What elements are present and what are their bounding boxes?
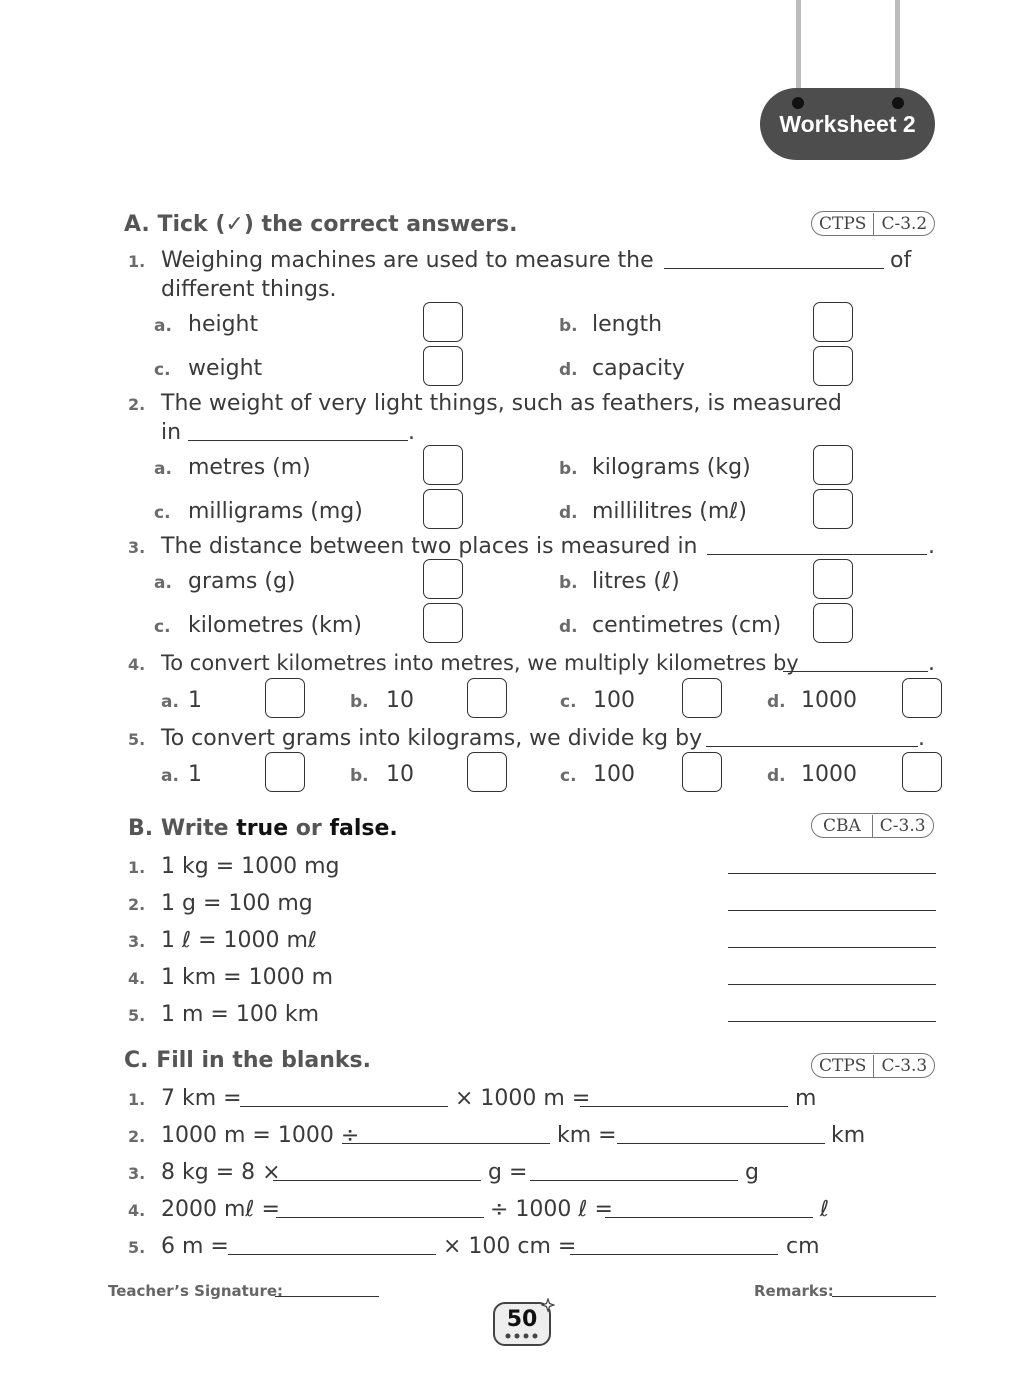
pin-left-icon — [792, 97, 804, 109]
option-letter: d. — [559, 503, 578, 523]
question-text-line2: different things. — [161, 277, 337, 302]
item-number: 3. — [128, 1164, 146, 1183]
tick-box[interactable] — [423, 603, 463, 643]
question-number: 1. — [128, 252, 146, 271]
tick-box[interactable] — [682, 678, 722, 718]
section-a-badge — [811, 211, 935, 236]
section-b-badge — [811, 813, 934, 838]
tick-box[interactable] — [467, 752, 507, 792]
expression-part-b: g = — [488, 1160, 528, 1185]
option-letter: c. — [154, 360, 171, 380]
option-text: 1000 — [801, 688, 857, 713]
worksheet-tab — [760, 88, 935, 160]
option-text: 1 — [188, 688, 202, 713]
hanger-string-right — [895, 0, 900, 100]
answer-blank[interactable] — [728, 910, 936, 911]
section-a-letter: A. — [124, 212, 150, 237]
question-text: To convert grams into kilograms, we divide kg by — [161, 726, 703, 751]
teacher-signature-label: Teacher’s Signature: — [108, 1282, 284, 1300]
option-letter: d. — [767, 692, 786, 712]
option-text: weight — [188, 356, 263, 381]
option-letter: a. — [154, 316, 172, 336]
remarks-label: Remarks: — [754, 1282, 834, 1300]
tick-box[interactable] — [902, 678, 942, 718]
section-b-title-mid: or — [288, 816, 330, 841]
answer-blank[interactable] — [605, 1217, 813, 1218]
badge-skill: CTPS — [819, 213, 867, 234]
option-text: kilometres (km) — [188, 613, 362, 638]
statement-text: 1 g = 100 mg — [161, 891, 313, 916]
section-c-title: Fill in the blanks. — [156, 1048, 371, 1073]
expression-part-a: 7 km = — [161, 1086, 242, 1111]
question-text: Weighing machines are used to measure the — [161, 248, 654, 273]
option-letter: b. — [350, 692, 369, 712]
section-c-heading — [124, 1050, 371, 1072]
tick-box[interactable] — [423, 445, 463, 485]
option-text: litres (ℓ) — [592, 569, 680, 594]
answer-blank[interactable] — [240, 1106, 448, 1107]
option-letter: c. — [560, 766, 577, 786]
section-b-title-true: true — [236, 816, 289, 841]
section-b-title-false: false — [329, 816, 390, 841]
badge-code: C-3.2 — [873, 213, 934, 235]
tick-box[interactable] — [265, 678, 305, 718]
option-letter: a. — [161, 766, 179, 786]
question-text: To convert kilometres into metres, we multiply kilometres by — [161, 651, 799, 675]
answer-blank[interactable] — [276, 1217, 484, 1218]
question-number: 4. — [128, 655, 146, 674]
section-b-heading — [128, 818, 398, 840]
tick-box[interactable] — [467, 678, 507, 718]
expression-part-a: 8 kg = 8 × — [161, 1160, 281, 1185]
item-number: 4. — [128, 1201, 146, 1220]
answer-blank[interactable] — [728, 1021, 936, 1022]
tick-box[interactable] — [682, 752, 722, 792]
option-text: grams (g) — [188, 569, 296, 594]
question-text: The distance between two places is measured in — [161, 534, 698, 559]
tick-box[interactable] — [813, 302, 853, 342]
option-text: millilitres (mℓ) — [592, 499, 747, 524]
badge-code: C-3.3 — [872, 815, 933, 837]
answer-blank[interactable] — [707, 554, 927, 555]
tick-box[interactable] — [813, 346, 853, 386]
question-text-after: . — [928, 534, 935, 559]
item-number: 5. — [128, 1238, 146, 1257]
expression-unit: m — [795, 1086, 817, 1111]
answer-blank[interactable] — [706, 746, 918, 747]
question-text-line2: in — [161, 420, 182, 445]
option-letter: b. — [559, 316, 578, 336]
answer-blank[interactable] — [728, 947, 936, 948]
question-text-after: . — [928, 651, 935, 676]
section-a-heading — [124, 214, 517, 236]
badge-code: C-3.3 — [873, 1055, 934, 1077]
item-number: 1. — [128, 1090, 146, 1109]
statement-text: 1 kg = 1000 mg — [161, 854, 340, 879]
tick-box[interactable] — [813, 603, 853, 643]
option-text: height — [188, 312, 259, 337]
item-number: 5. — [128, 1006, 146, 1025]
option-text: metres (m) — [188, 455, 311, 480]
answer-blank[interactable] — [664, 268, 884, 269]
hanger-string-left — [796, 0, 801, 100]
option-text: milligrams (mg) — [188, 499, 363, 524]
question-number: 5. — [128, 730, 146, 749]
badge-skill: CBA — [823, 815, 861, 836]
question-number: 2. — [128, 395, 146, 414]
question-text: The weight of very light things, such as feathers, is measured — [161, 391, 842, 416]
question-text-after: . — [408, 420, 415, 445]
pin-right-icon — [892, 97, 904, 109]
option-letter: d. — [559, 360, 578, 380]
statement-text: 1 km = 1000 m — [161, 965, 333, 990]
item-number: 4. — [128, 969, 146, 988]
item-number: 2. — [128, 895, 146, 914]
option-letter: c. — [560, 692, 577, 712]
film-dots-icon — [495, 1331, 549, 1341]
tick-box[interactable] — [265, 752, 305, 792]
option-letter: d. — [559, 617, 578, 637]
option-letter: a. — [154, 459, 172, 479]
option-letter: c. — [154, 503, 171, 523]
expression-part-a: 2000 mℓ = — [161, 1197, 280, 1222]
option-text: 10 — [386, 762, 414, 787]
signature-blank[interactable] — [275, 1296, 379, 1297]
remarks-blank[interactable] — [832, 1296, 936, 1297]
expression-part-b: ÷ 1000 ℓ = — [490, 1197, 613, 1222]
question-number: 3. — [128, 538, 146, 557]
expression-unit: g — [745, 1160, 759, 1185]
item-number: 2. — [128, 1127, 146, 1146]
answer-blank[interactable] — [188, 440, 408, 441]
tick-box[interactable] — [423, 489, 463, 529]
option-text: centimetres (cm) — [592, 613, 782, 638]
question-text-after: . — [918, 726, 925, 751]
item-number: 1. — [128, 858, 146, 877]
sparkle-icon — [541, 1298, 555, 1312]
expression-part-b: × 1000 m = — [455, 1086, 591, 1111]
tick-box[interactable] — [813, 489, 853, 529]
expression-unit: ℓ — [820, 1197, 830, 1222]
option-text: length — [592, 312, 663, 337]
option-text: 1000 — [801, 762, 857, 787]
option-letter: b. — [559, 459, 578, 479]
option-letter: a. — [154, 573, 172, 593]
option-letter: d. — [767, 766, 786, 786]
answer-blank[interactable] — [570, 1254, 778, 1255]
option-letter: a. — [161, 692, 179, 712]
answer-blank[interactable] — [273, 1180, 481, 1181]
answer-blank[interactable] — [783, 671, 928, 672]
section-c-badge — [811, 1053, 935, 1078]
statement-text: 1 ℓ = 1000 mℓ — [161, 928, 317, 953]
answer-blank[interactable] — [530, 1180, 738, 1181]
option-text: 10 — [386, 688, 414, 713]
option-text: 100 — [593, 688, 635, 713]
option-letter: c. — [154, 617, 171, 637]
section-b-letter: B. — [128, 816, 154, 841]
answer-blank[interactable] — [580, 1106, 788, 1107]
tick-box[interactable] — [423, 302, 463, 342]
section-c-letter: C. — [124, 1048, 149, 1073]
tick-box[interactable] — [813, 445, 853, 485]
section-b-title-pre: Write — [160, 816, 237, 841]
page-number: 50 — [506, 1307, 538, 1332]
badge-skill: CTPS — [819, 1055, 867, 1076]
option-text: capacity — [592, 356, 685, 381]
answer-blank[interactable] — [228, 1254, 436, 1255]
tick-box[interactable] — [902, 752, 942, 792]
worksheet-title: Worksheet 2 — [779, 110, 916, 137]
question-text-after: of — [890, 248, 912, 273]
option-text: 1 — [188, 762, 202, 787]
answer-blank[interactable] — [342, 1143, 550, 1144]
answer-blank[interactable] — [617, 1143, 825, 1144]
statement-text: 1 m = 100 km — [161, 1002, 319, 1027]
answer-blank[interactable] — [728, 984, 936, 985]
expression-unit: km — [831, 1123, 866, 1148]
option-text: 100 — [593, 762, 635, 787]
expression-part-a: 1000 m = 1000 ÷ — [161, 1123, 360, 1148]
option-letter: b. — [350, 766, 369, 786]
tick-box[interactable] — [423, 559, 463, 599]
option-text: kilograms (kg) — [592, 455, 751, 480]
expression-part-a: 6 m = — [161, 1234, 229, 1259]
expression-unit: cm — [786, 1234, 820, 1259]
option-letter: b. — [559, 573, 578, 593]
item-number: 3. — [128, 932, 146, 951]
tick-box[interactable] — [813, 559, 853, 599]
answer-blank[interactable] — [728, 873, 936, 874]
tick-box[interactable] — [423, 346, 463, 386]
expression-part-b: km = — [557, 1123, 617, 1148]
section-a-title: Tick (✓) the correct answers. — [157, 212, 518, 237]
section-b-title-end: . — [389, 816, 398, 841]
expression-part-b: × 100 cm = — [443, 1234, 577, 1259]
